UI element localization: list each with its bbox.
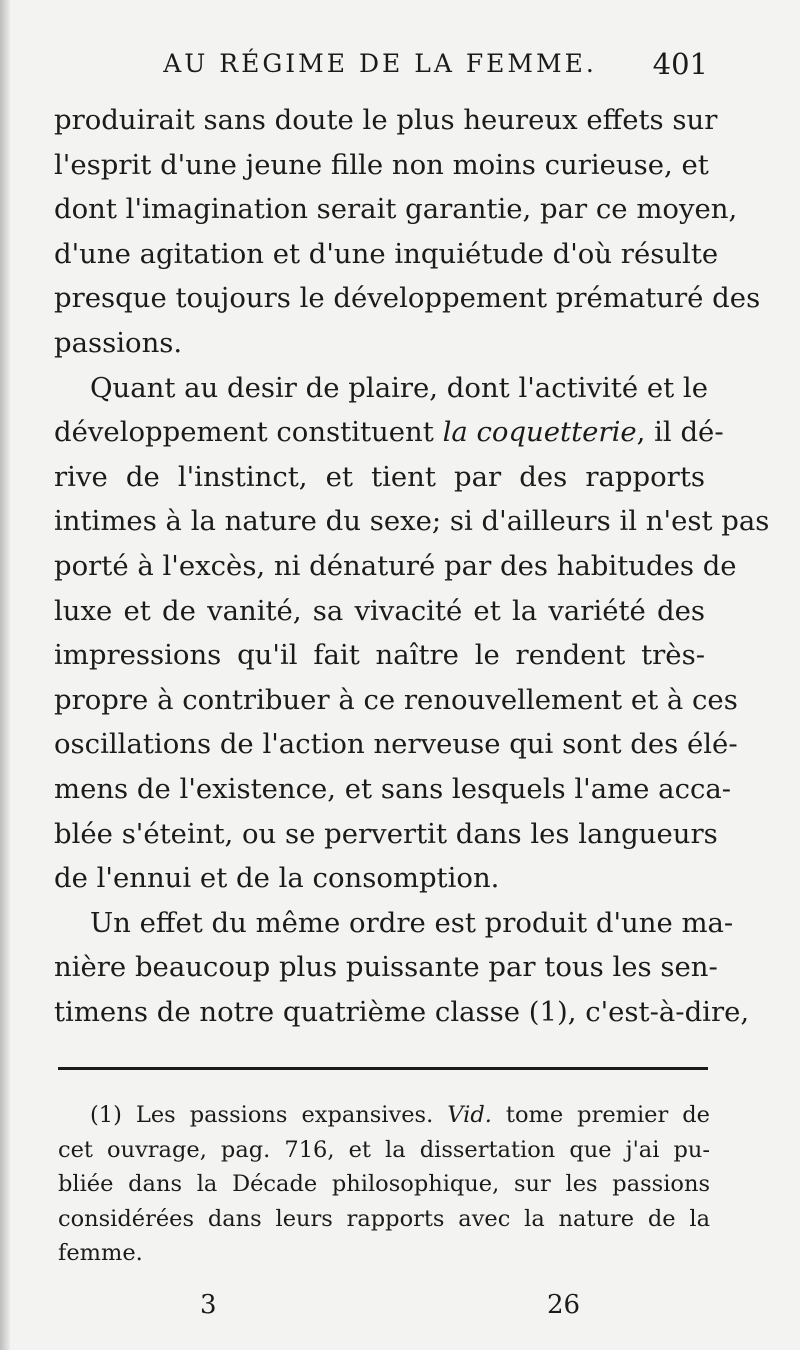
text-line: passions. (54, 326, 183, 359)
text-line: timens de notre quatrième classe (1), c'est-à-dire, (54, 995, 750, 1028)
italic-term: la coquetterie (442, 416, 637, 449)
text-line: oscillations de l'action nerveuse qui sont des élé- (54, 728, 738, 761)
text-line: blée s'éteint, ou se pervertit dans les langueurs (54, 817, 718, 850)
running-head: AU RÉGIME DE LA FEMME. (163, 49, 597, 78)
text-line: l'esprit d'une jeune fille non moins curieuse, et (54, 148, 709, 181)
text-line: propre à contribuer à ce renouvellement et à ces (54, 683, 738, 716)
text-line: presque toujours le développement prématuré des (54, 282, 761, 315)
text-line: Un effet du même ordre est produit d'une ma- (90, 906, 734, 939)
text-line: de l'ennui et de la consomption. (54, 862, 500, 895)
text-line: intimes à la nature du sexe; si d'ailleurs il n'est pas (54, 505, 770, 538)
text-span: tome premier de (505, 1102, 710, 1128)
footnote (58, 1098, 710, 1271)
italic-term: Vid. (447, 1102, 492, 1128)
footnote-line: bliée dans la Décade philosophique, sur les passions (58, 1171, 710, 1197)
footnote-line: cet ouvrage, pag. 716, et la dissertation que j'ai pu- (58, 1136, 710, 1163)
footnote-line: femme. (58, 1240, 143, 1266)
text-line: mens de l'existence, et sans lesquels l'ame acca- (54, 772, 732, 805)
footnote-rule (58, 1067, 708, 1070)
text-line: produirait sans doute le plus heureux effets sur (54, 104, 718, 136)
text-line: rive de l'instinct, et tient par des rapports (54, 460, 705, 493)
body-text (54, 98, 770, 1034)
text-span: développement constituent (54, 416, 434, 449)
footnote-line: considérées dans leurs rapports avec la nature de la (58, 1205, 710, 1232)
text-line: luxe et de vanité, sa vivacité et la variété des (54, 594, 705, 627)
text-line-with-italic (54, 410, 724, 455)
text-span: , il dé- (636, 416, 724, 449)
signature-mark-right: 26 (547, 1290, 581, 1320)
text-line: dont l'imagination serait garantie, par ce moyen, (54, 193, 738, 226)
text-line: nière beaucoup plus puissante par tous les sen- (54, 951, 718, 984)
text-line: Quant au desir de plaire, dont l'activité et le (90, 371, 708, 404)
text-line: porté à l'excès, ni dénaturé par des habitudes de (54, 549, 737, 582)
footnote-line-with-italic (58, 1098, 710, 1133)
text-span: (1) Les passions expansives. (90, 1102, 434, 1128)
text-line: d'une agitation et d'une inquiétude d'où résulte (54, 237, 719, 270)
text-line: impressions qu'il fait naître le rendent très- (54, 639, 705, 672)
signature-mark-left: 3 (200, 1290, 217, 1320)
page-number: 401 (652, 47, 708, 81)
